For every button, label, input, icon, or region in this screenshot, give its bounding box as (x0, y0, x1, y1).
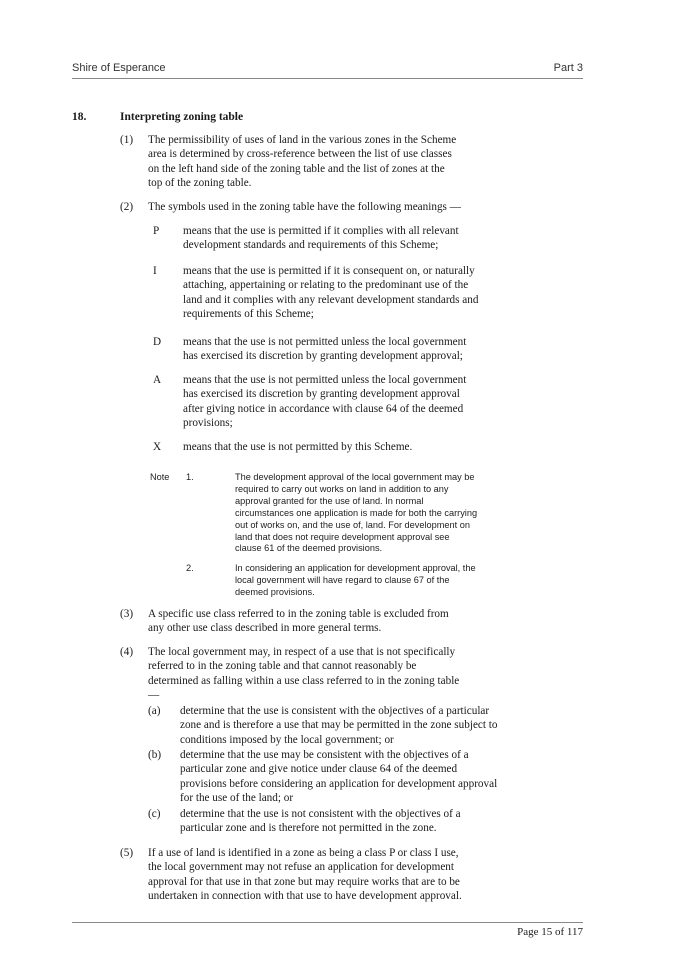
text-line: deemed provisions. (235, 586, 315, 597)
text-line: development standards and requirements of this Scheme; (183, 239, 439, 252)
text-line: has exercised its discretion by granting development approval (183, 388, 460, 401)
text-line: provisions; (183, 417, 233, 430)
text-line: zone and is therefore a use that may be permitted in the zone subject to (180, 719, 498, 732)
clause-2-number: (2) (120, 201, 134, 213)
text-line: conditions imposed by the local government; or (180, 733, 394, 746)
clause-4b-label: (b) (148, 749, 162, 761)
text-line: particular zone and give notice under clause 64 of the deemed (180, 763, 458, 776)
text-line: The development approval of the local government may be (235, 472, 475, 482)
text-line: attaching, appertaining or relating to the predominant use of the (183, 279, 469, 292)
symbol-p-meaning (183, 224, 459, 253)
text-line: If a use of land is identified in a zone as being a class P or class I use, (148, 847, 459, 859)
text-line: particular zone and is therefore not permitted in the zone. (180, 822, 437, 835)
clause-4-number: (4) (120, 646, 134, 658)
text-line: A specific use class referred to in the zoning table is excluded from (148, 608, 449, 620)
symbol-i: I (153, 265, 157, 277)
clause-3-text (148, 607, 449, 636)
text-line: circumstances one application is made for both the carrying (235, 507, 478, 518)
clause-4c-label: (c) (148, 808, 161, 820)
text-line: determined as falling within a use class referred to in the zoning table (148, 674, 460, 687)
text-line: out of works on, and the use of, land. For development on (235, 519, 470, 530)
footer-divider (72, 922, 583, 923)
note-1-number: 1. (186, 472, 194, 482)
text-line: means that the use is permitted if it is consequent on, or naturally (183, 265, 475, 277)
note-2-number: 2. (186, 563, 194, 573)
symbol-a-meaning (183, 373, 466, 431)
text-line: has exercised its discretion by granting development approval; (183, 350, 463, 363)
page-number: Page 15 of 117 (517, 926, 583, 938)
text-line: In considering an application for development approval, the (235, 563, 476, 573)
clause-3-number: (3) (120, 608, 134, 620)
section-number: 18. (72, 111, 87, 123)
symbol-p: P (153, 225, 160, 237)
text-line: any other use class described in more general terms. (148, 622, 382, 635)
clause-4a-label: (a) (148, 705, 161, 717)
header-divider (72, 78, 583, 79)
text-line: after giving notice in accordance with clause 64 of the deemed (183, 402, 464, 415)
text-line: means that the use is not permitted by this Scheme. (183, 441, 413, 453)
text-line: clause 61 of the deemed provisions. (235, 543, 383, 554)
clause-1-number: (1) (120, 134, 134, 146)
text-line: means that the use is not permitted unless the local government (183, 374, 467, 386)
note-label: Note (150, 472, 170, 482)
section-title: Interpreting zoning table (120, 111, 244, 123)
symbol-d-meaning (183, 335, 466, 364)
text-line: local government will have regard to clause 67 of the (235, 574, 450, 585)
note-2-text (235, 563, 476, 599)
clause-4-text (148, 645, 459, 703)
clause-2-intro: The symbols used in the zoning table have the following meanings — (148, 201, 461, 213)
text-line: land that does not require development approval see (235, 531, 450, 542)
text-line: required to carry out works on land in addition to any (235, 483, 449, 494)
text-line: — (148, 689, 160, 702)
text-line: for the use of the land; or (180, 792, 294, 805)
text-line: determine that the use may be consistent with the objectives of a (180, 749, 469, 761)
symbol-x-meaning (183, 440, 412, 454)
text-line: undertaken in connection with that use to have development approval. (148, 890, 462, 903)
symbol-a: A (153, 374, 162, 386)
text-line: referred to in the zoning table and that cannot reasonably be (148, 660, 417, 673)
text-line: The permissibility of uses of land in the various zones in the Scheme (148, 134, 457, 146)
text-line: approval for that use in that zone but may require works that are to be (148, 875, 460, 888)
text-line: land and it complies with any relevant development standards and (183, 293, 479, 306)
text-line: means that the use is permitted if it complies with all relevant (183, 225, 459, 237)
running-header-part: Part 3 (553, 62, 583, 74)
text-line: The local government may, in respect of a use that is not specifically (148, 646, 456, 658)
symbol-i-meaning (183, 264, 478, 322)
text-line: requirements of this Scheme; (183, 308, 314, 321)
running-header-title: Shire of Esperance (72, 62, 166, 74)
text-line: means that the use is not permitted unless the local government (183, 336, 467, 348)
clause-4b-text (180, 748, 497, 806)
text-line: approval granted for the use of land. In normal (235, 495, 424, 506)
symbol-d: D (153, 336, 162, 348)
clause-1-text (148, 133, 456, 191)
text-line: determine that the use is not consistent with the objectives of a (180, 808, 461, 820)
symbol-x: X (153, 441, 162, 453)
text-line: provisions before considering an application for development approval (180, 777, 498, 790)
clause-4a-text (180, 704, 497, 747)
text-line: the local government may not refuse an application for development (148, 861, 454, 874)
note-1-text (235, 472, 477, 555)
text-line: top of the zoning table. (148, 177, 252, 190)
text-line: on the left hand side of the zoning table and the list of zones at the (148, 162, 445, 175)
clause-5-number: (5) (120, 847, 134, 859)
clause-5-text (148, 846, 462, 904)
text-line: area is determined by cross-reference between the list of use classes (148, 148, 452, 161)
text-line: determine that the use is consistent with the objectives of a particular (180, 705, 490, 717)
clause-4c-text (180, 807, 461, 836)
